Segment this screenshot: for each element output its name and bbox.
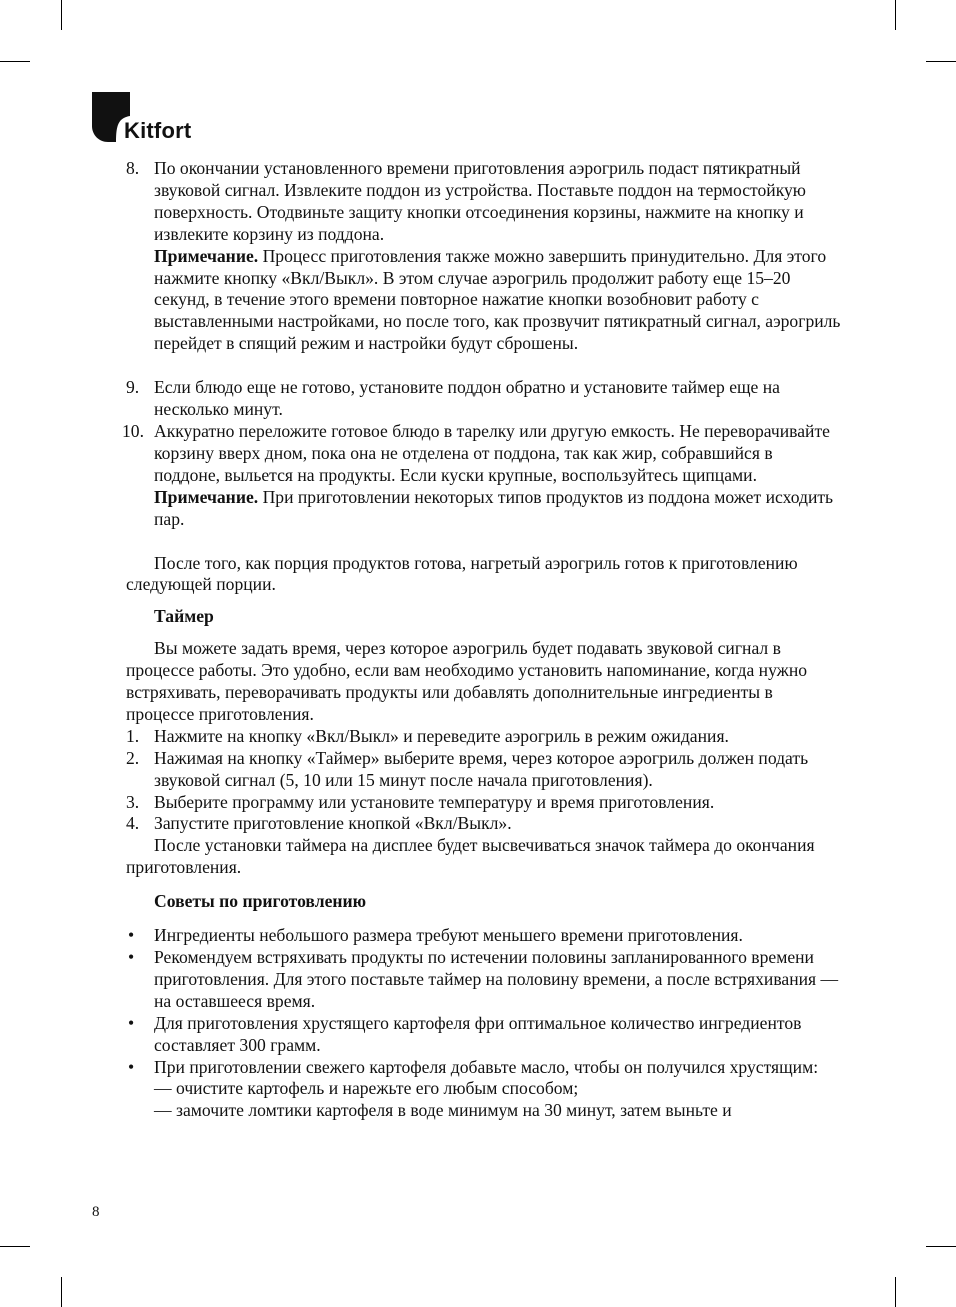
item-number: 2. [126, 747, 140, 768]
item-number: 4. [126, 813, 140, 834]
section-heading-timer: Таймер [154, 606, 214, 627]
list-item [126, 726, 842, 748]
list-item [126, 813, 842, 835]
crop-mark [0, 61, 30, 62]
item-number: 10. [122, 420, 144, 441]
crop-mark [61, 0, 62, 30]
sub-item: — очистите картофель и нарежьте его любым способом; [154, 1078, 579, 1099]
bullet-text: Ингредиенты небольшого размера требуют меньшего времени приготовления. [154, 925, 743, 946]
bullet-text: Рекомендуем встряхивать продукты по истечении половины запланированного времени приготовления. Для этого поставьте таймер на половину времени, а после встряхивания — на оставшееся время. [154, 947, 839, 1011]
page-number: 8 [92, 1204, 100, 1220]
crop-mark [61, 1277, 62, 1307]
bullet-text: Для приготовления хрустящего картофеля фри оптимальное количество ингредиентов составляет 300 грамм. [154, 1012, 802, 1055]
item-text: Нажмите на кнопку «Вкл/Выкл» и переведите аэрогриль в режим ожидания. [154, 725, 729, 746]
brand-name: Kitfort [124, 118, 192, 143]
list-item [126, 792, 842, 814]
item-text: Запустите приготовление кнопкой «Вкл/Выкл». [154, 813, 512, 834]
bullet-item [126, 947, 842, 1013]
brand-logo [92, 92, 222, 148]
bullet-item [126, 1013, 842, 1057]
section-heading-tips: Советы по приготовлению [154, 891, 367, 912]
crop-mark [895, 1277, 896, 1307]
item-number: 1. [126, 725, 140, 746]
bullet-item [126, 1057, 842, 1079]
note-text: При приготовлении некоторых типов продуктов из поддона может исходить пар. [154, 486, 834, 529]
page-content [122, 158, 842, 1122]
note-text: Процесс приготовления также можно завершить принудительно. Для этого нажмите кнопку «Вкл/Выкл». В этом случае аэрогриль продолжит работу еще 15–20 секунд, в течение этого времени повторное нажатие кнопки возобновит работу с выставленными настройками, но после того, как прозвучит пятикратный сигнал, аэрогриль перейдет в спящий режим и настройки будут сброшены. [154, 245, 841, 354]
item-number: 8. [126, 158, 140, 178]
note-label: Примечание. [154, 245, 259, 266]
crop-mark [926, 1246, 956, 1247]
sub-item: — замочите ломтики картофеля в воде минимум на 30 минут, затем выньте и [154, 1100, 732, 1121]
item-number: 3. [126, 791, 140, 812]
bullet-marker: • [128, 1012, 135, 1033]
crop-mark [926, 61, 956, 62]
bullet-marker: • [128, 1056, 135, 1077]
item-number: 9. [126, 377, 140, 398]
item-text: По окончании установленного времени приготовления аэрогриль подаст пятикратный звуковой сигнал. Извлеките поддон из устройства. Поставьте поддон на термостойкую поверхность. Отодвиньте защиту кнопки отсоединения корзины, нажмите на кнопку и извлеките корзину из поддона. [154, 158, 806, 244]
item-text: Аккуратно переложите готовое блюдо в тарелку или другую емкость. Не переворачивайте корзину вверх дном, пока она не отделена от поддона, так как жир, собравшийся в поддоне, выльется на продукты. Если куски крупные, воспользуйтесь щипцами. [154, 420, 830, 485]
list-item [126, 748, 842, 792]
list-item [122, 420, 842, 531]
list-item [126, 377, 842, 421]
paragraph: Вы можете задать время, через которое аэрогриль будет подавать звуковой сигнал в процессе работы. Это удобно, если вам необходимо установить напоминание, когда нужно встряхивать, переворачивать продукты или добавлять дополнительные ингредиенты в процессе приготовления. [126, 638, 808, 724]
crop-mark [0, 1246, 30, 1247]
bullet-item [126, 925, 842, 947]
list-item [126, 158, 842, 355]
bullet-text: При приготовлении свежего картофеля добавьте масло, чтобы он получился хрустящим: [154, 1056, 819, 1077]
bullet-marker: • [128, 947, 135, 967]
item-text: Выберите программу или установите температуру и время приготовления. [154, 791, 715, 812]
item-text: Нажимая на кнопку «Таймер» выберите время, через которое аэрогриль должен подать звуковой сигнал (5, 10 или 15 минут после начала приготовления). [154, 747, 809, 790]
paragraph: После того, как порция продуктов готова, нагретый аэрогриль готов к приготовлению следующей порции. [126, 552, 798, 595]
paragraph: После установки таймера на дисплее будет высвечиваться значок таймера до окончания приготовления. [126, 835, 815, 878]
note-label: Примечание. [154, 486, 259, 507]
item-text: Если блюдо еще не готово, установите поддон обратно и установите таймер еще на несколько минут. [154, 377, 780, 420]
crop-mark [895, 0, 896, 30]
bullet-marker: • [128, 925, 135, 946]
